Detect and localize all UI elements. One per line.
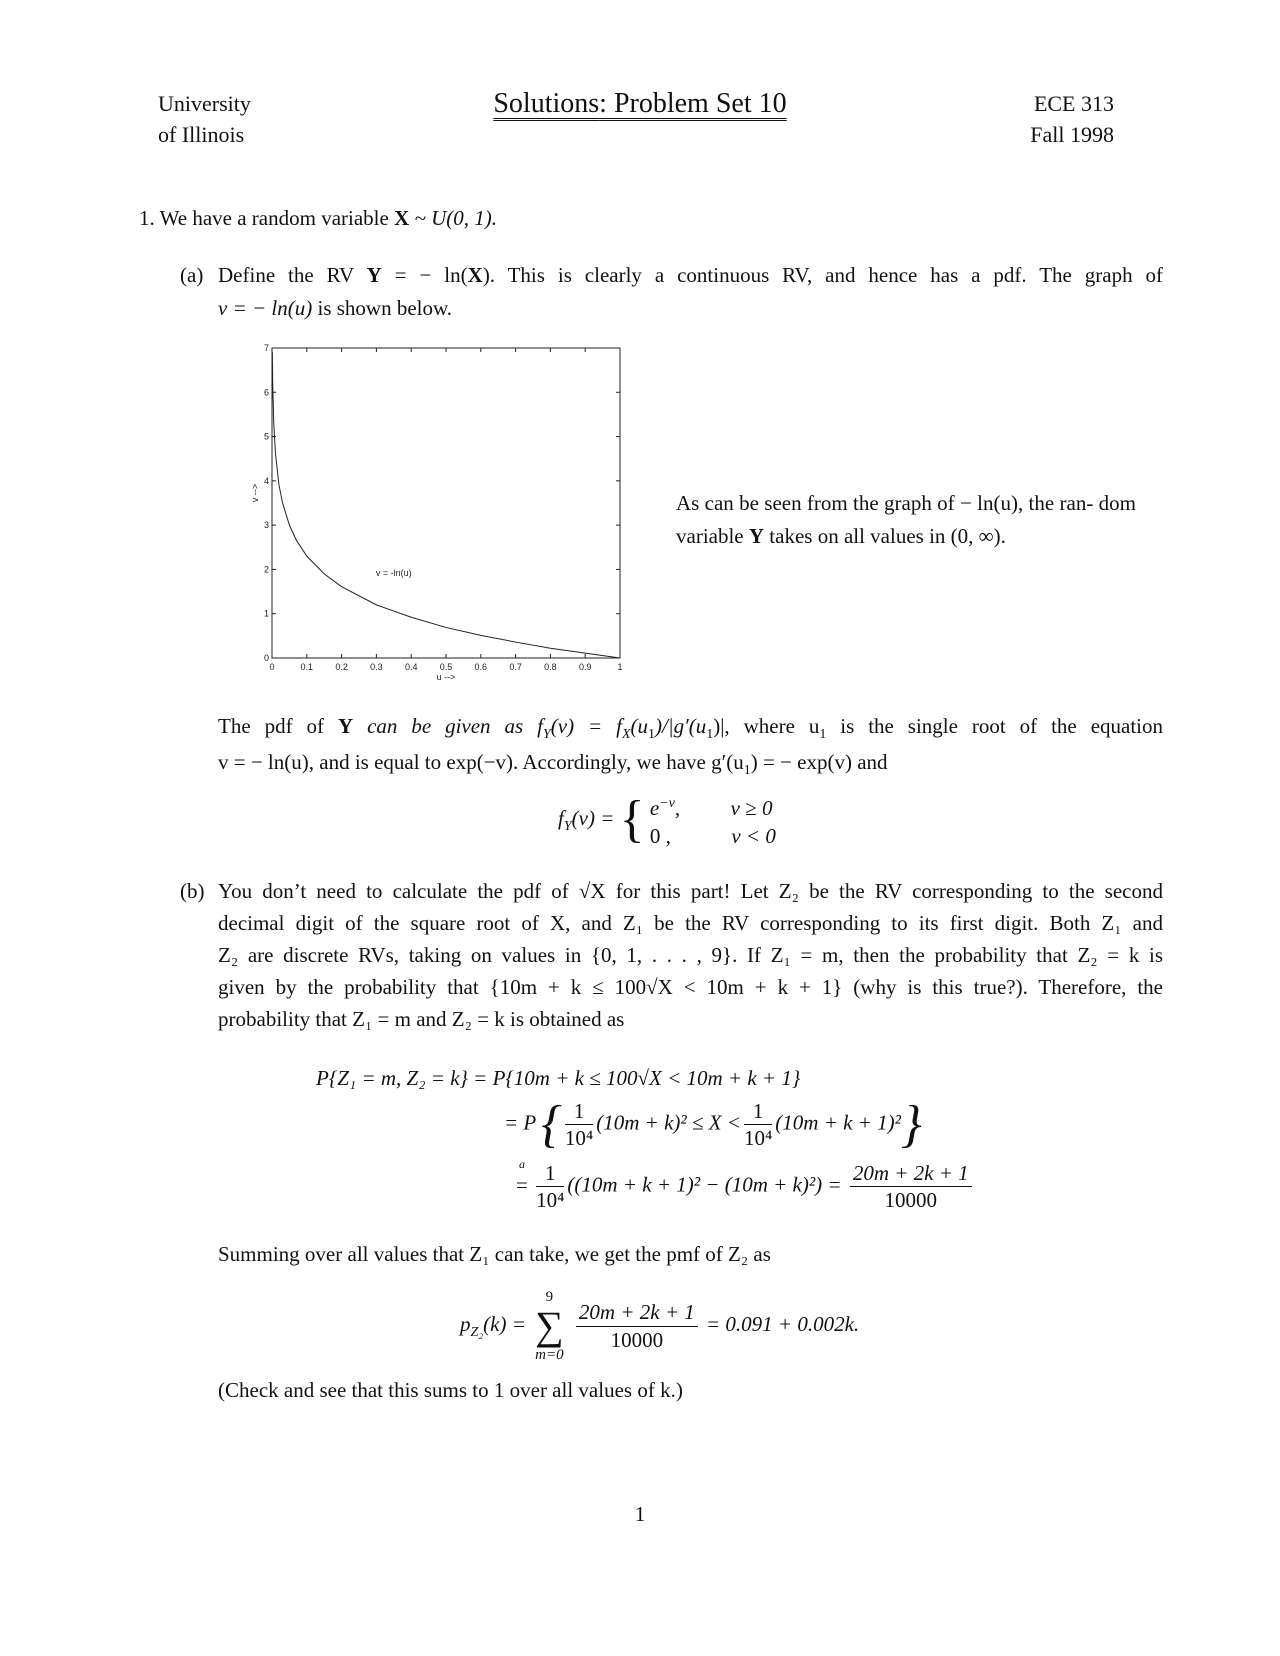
- x-tick-label: 0.1: [300, 662, 314, 672]
- pdf-text-rest3: )/|g′(u: [655, 714, 707, 738]
- y-tick-label: 1: [263, 608, 269, 619]
- pdf-text-sub5: 1: [819, 727, 827, 743]
- title-rest: : Problem Set 10: [599, 88, 787, 119]
- problem-1-intro: [139, 202, 497, 235]
- x-tick-label: 0.9: [578, 662, 592, 672]
- page-number: 1: [634, 1502, 646, 1526]
- y-tick-label: 0: [263, 653, 269, 663]
- pmf-sum: [535, 1288, 564, 1364]
- pdf-brace: {: [619, 791, 645, 848]
- pdf-case1-val: e: [649, 796, 660, 820]
- eq2-prefix: = P: [504, 1110, 536, 1135]
- eq2-frac1-den: 10⁴: [564, 1126, 594, 1151]
- prob-eq-line1: P{Z₁ = m, Z₂ = k} = P{10m + k ≤ 100√X < 10m + k + 1}: [316, 1066, 801, 1090]
- side-note-var: Y: [748, 523, 765, 548]
- x-tick-label: 0.5: [439, 662, 453, 672]
- pdf-text-sub3: 1: [648, 727, 656, 743]
- eq2-frac2: [744, 1098, 772, 1152]
- pdf-text-sub2: X: [621, 727, 631, 743]
- eq3-frac1-num: 1: [536, 1160, 564, 1187]
- check-text: (Check and see that this sums to 1 over all values of k.): [218, 1378, 683, 1402]
- x-tick-label: 0: [269, 662, 275, 672]
- pdf-text-rest4: )|, where u: [713, 714, 820, 738]
- eq2-open-brace: {: [541, 1095, 562, 1153]
- eq2-mid1: (10m + k)² ≤ X <: [596, 1110, 741, 1135]
- pdf-eq-lhs-post: (v) =: [571, 806, 615, 831]
- eq2-close-brace: }: [900, 1095, 922, 1153]
- intro-var: X: [394, 206, 410, 230]
- pdf-text-sub: Y: [542, 727, 551, 743]
- pdf-case1-cond: v ≥ 0: [730, 796, 773, 820]
- x-tick-label: 0.4: [404, 662, 418, 672]
- x-tick-label: 0.7: [509, 662, 522, 672]
- pdf-text-rest5: is the single root of the equation: [826, 714, 1164, 738]
- part-a-line1-pre: Define the RV: [218, 263, 367, 287]
- pmf-result: = 0.091 + 0.002k.: [705, 1311, 860, 1336]
- sigma-icon: ∑: [535, 1303, 564, 1348]
- series-line: [272, 352, 620, 658]
- prob-eq-line2: [504, 1095, 922, 1153]
- part-a-line2-post: is shown below.: [312, 295, 453, 320]
- eq3-frac1-den: 10⁴: [536, 1188, 565, 1213]
- x-axis-label: u -->: [436, 672, 456, 680]
- side-note-post: takes on all values in (0, ∞).: [764, 523, 1006, 548]
- x-tick-label: 0.8: [544, 662, 557, 672]
- pmf-sum-bottom: m=0: [535, 1347, 564, 1363]
- x-tick-label: 0.6: [474, 662, 488, 672]
- part-b-line3: Z₂ are discrete RVs, taking on values in {0, 1, . . . , 9}. If Z₁ = m, then the probability that Z₂ = k is: [218, 943, 1163, 967]
- eq2-frac2-num: 1: [744, 1098, 772, 1125]
- y-tick-label: 5: [263, 431, 269, 442]
- pdf-text-pre: The pdf of: [218, 714, 338, 738]
- part-a-y: Y: [366, 263, 382, 287]
- eq2-frac1: [565, 1098, 593, 1152]
- eq3-prefix: [516, 1156, 528, 1202]
- eq3-frac1: [536, 1160, 564, 1214]
- part-b-line1: You don’t need to calculate the pdf of √X for this part! Let Z₂ be the RV corresponding to the second: [218, 879, 1163, 903]
- header-course: ECE 313: [1033, 91, 1114, 116]
- part-a-line1-post: ). This is clearly a continuous RV, and hence has a pdf. The graph of: [482, 263, 1164, 287]
- pdf-case2-cond: v < 0: [731, 824, 776, 848]
- intro-math: ~ U(0, 1).: [409, 206, 498, 230]
- eq3-body: ((10m + k + 1)² − (10m + k)²) =: [567, 1172, 842, 1197]
- title-solutions: Solutions: [493, 88, 600, 119]
- pdf-line2-post: ) = − exp(v) and: [750, 749, 888, 774]
- y-tick-label: 3: [263, 520, 269, 531]
- part-b-label: (b): [180, 879, 205, 903]
- curve-annotation: v = -ln(u): [375, 568, 412, 579]
- pdf-text-rest: (v) = f: [550, 714, 622, 738]
- eq3-prefix-mark: a: [519, 1156, 525, 1171]
- part-a-eq: = − ln(: [381, 263, 468, 287]
- eq2-frac1-num: 1: [565, 1098, 593, 1125]
- pdf-piecewise-equation: [558, 790, 776, 850]
- side-note-pre: As can be seen from the graph of − ln(u), the ran- dom variable: [676, 491, 1136, 548]
- prob-eq-line3: [516, 1156, 975, 1214]
- header-university: University: [158, 91, 251, 116]
- part-b-line5: probability that Z₁ = m and Z₂ = k is obtained as: [218, 1007, 625, 1031]
- pmf-frac-den: 10000: [610, 1327, 664, 1352]
- x-tick-label: 0.2: [335, 662, 348, 672]
- y-tick-label: 2: [263, 564, 269, 575]
- intro-text: We have a random variable: [159, 206, 395, 230]
- header-illinois: of Illinois: [158, 122, 245, 147]
- y-tick-label: 7: [263, 343, 269, 353]
- part-a-x: X: [467, 263, 483, 287]
- part-a-label: (a): [180, 263, 204, 287]
- part-b-text: [218, 875, 1163, 1035]
- part-b-line2: decimal digit of the square root of X, and Z₁ be the RV corresponding to its first digit. Both Z₁ and: [218, 911, 1163, 935]
- chart-side-note: [676, 487, 1136, 552]
- eq2-mid2: (10m + k + 1)²: [775, 1110, 901, 1135]
- pdf-line2-sub: 1: [743, 763, 751, 779]
- header-term: Fall 1998: [1030, 122, 1114, 147]
- summing-text: Summing over all values that Z₁ can take, we get the pmf of Z₂ as: [218, 1242, 771, 1266]
- problem-number: 1.: [139, 206, 155, 230]
- pdf-text-rest2: (u: [630, 714, 649, 738]
- pdf-case2-val: 0 ,: [649, 824, 671, 848]
- eq2-frac2-den: 10⁴: [743, 1126, 773, 1151]
- neg-log-chart: [250, 340, 630, 680]
- pmf-frac: [576, 1299, 698, 1353]
- eq3-frac2-num: 20m + 2k + 1: [850, 1160, 972, 1187]
- x-tick-label: 1: [617, 662, 623, 672]
- pdf-cases: [650, 790, 776, 850]
- pdf-text-var: Y: [337, 714, 354, 738]
- part-a-line2-math: v = − ln(u): [218, 295, 313, 320]
- pmf-equation: [460, 1288, 859, 1364]
- pdf-text-mid: can be given as f: [353, 714, 543, 738]
- header-right: [1030, 88, 1114, 150]
- part-a-text: [218, 259, 1163, 324]
- eq3-prefix-eq: =: [516, 1172, 528, 1197]
- x-tick-label: 0.3: [370, 662, 383, 672]
- pdf-case1-comma: ,: [674, 796, 681, 820]
- eq3-frac2-den: 10000: [884, 1188, 937, 1213]
- part-b-line4: given by the probability that {10m + k ≤ 100√X < 10m + k + 1} (why is this true?). Therefore, the: [218, 975, 1163, 999]
- pmf-lhs-post: (k) =: [483, 1311, 526, 1336]
- pdf-eq-lhs-sub: Y: [563, 819, 572, 835]
- pmf-sum-top: 9: [545, 1289, 554, 1305]
- y-tick-label: 6: [263, 387, 269, 398]
- pdf-line2-pre: v = − ln(u), and is equal to exp(−v). Accordingly, we have g′(u: [218, 749, 744, 774]
- pdf-case1-sup: −v: [659, 796, 675, 811]
- eq3-frac2: [850, 1160, 972, 1214]
- pmf-frac-num: 20m + 2k + 1: [576, 1299, 698, 1326]
- y-axis-label: v -->: [250, 483, 260, 503]
- pdf-eq-lhs: f: [558, 806, 564, 831]
- y-tick-label: 4: [263, 475, 269, 486]
- pmf-lhs-sub: Z₂: [470, 1325, 484, 1340]
- pdf-paragraph: [218, 710, 1163, 782]
- pdf-text-sub4: 1: [706, 727, 714, 743]
- pmf-lhs: p: [460, 1311, 471, 1336]
- chart-frame: [272, 348, 620, 658]
